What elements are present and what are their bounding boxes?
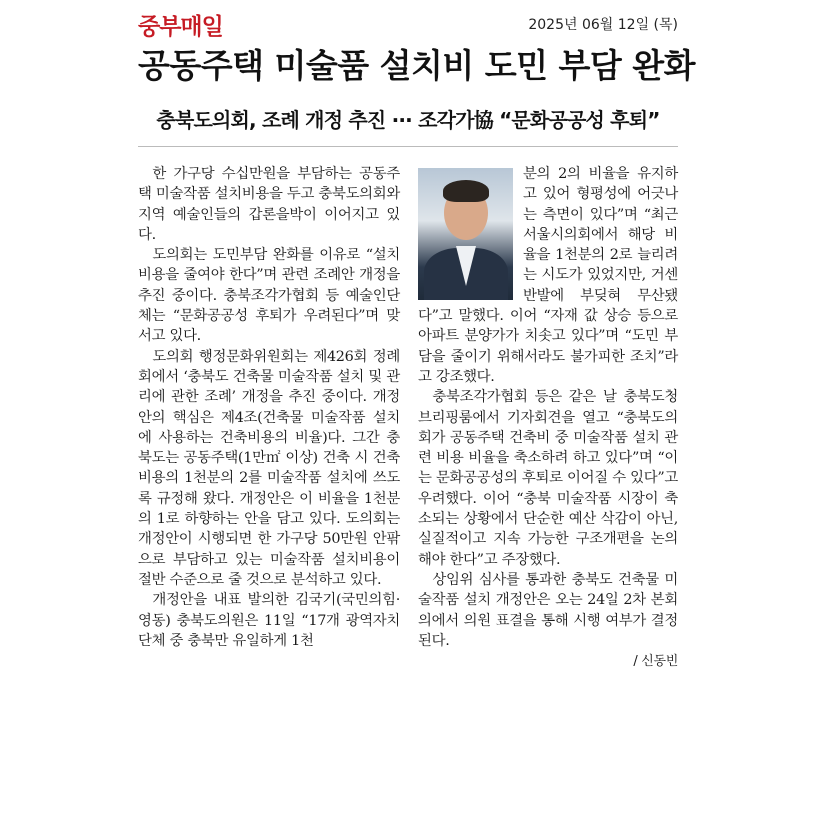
article-column-right — [418, 164, 678, 672]
photo-hair — [443, 180, 489, 202]
article-subheadline: 충북도의회, 조례 개정 추진 ··· 조각가協 “문화공공성 후퇴” — [156, 108, 660, 132]
paragraph: 분의 2의 비율을 유지하고 있어 형평성에 어긋나는 측면이 있다”며 “최근 서울시의회에서 해당 비율을 1천분의 2로 늘리려는 시도가 있었지만, 거센 반발에 부딪혀 무산됐다”고 말했다. 이어 “자재 값 상승 등으로 아파트 분양가가 치솟고 있다”며 “도민 부담을 줄이기 위해서라도 불가피한 조치”라고 강조했다. — [418, 166, 678, 385]
portrait-photo — [418, 168, 513, 300]
reporter-name: / 신동빈 — [633, 654, 678, 670]
masthead — [138, 8, 678, 38]
paragraph: 충북조각가협회 등은 같은 날 충북도청 브리핑룸에서 기자회견을 열고 “충북도의회가 공동주택 건축비 중 미술작품 설치 관련 비용 비율을 축소하려 하고 있다”며 “이는 문화공공성의 후퇴로 이어질 수 있다”고 우려했다. 이어 “충북 미술작품 시장이 축소되는 상황에서 단순한 예산 삭감이 아닌, 실질적이고 지속 가능한 구조개편을 논의해야 한다”고 주장했다. — [418, 389, 678, 568]
paragraph: 개정안을 내표 발의한 김국기(국민의힘·영동) 충북도의원은 11일 “17개 광역자치단체 중 충북만 유일하게 1천 — [138, 592, 400, 649]
byline — [418, 651, 678, 672]
newspaper-logo: 중부매일 — [138, 14, 223, 40]
paragraph: 도의회는 도민부담 완화를 이유로 “설치비용을 줄여야 한다”며 관련 조례안 개정을 추진 중이다. 충북조각가협회 등 예술인단체는 “문화공공성 후퇴가 우려된다”며 맞서고 있다. — [138, 247, 400, 345]
article-headline: 공동주택 미술품 설치비 도민 부담 완화 — [138, 46, 695, 85]
paragraph: 상임위 심사를 통과한 충북도 건축물 미술작품 설치 개정안은 오는 24일 2차 본회의에서 의원 표결을 통해 시행 여부가 결정된다. — [418, 571, 678, 649]
header-divider — [138, 146, 678, 147]
paragraph: 도의회 행정문화위원회는 제426회 정례회에서 ‘충북도 건축물 미술작품 설치 및 관리에 관한 조례’ 개정을 추진 중이다. 개정안의 핵심은 제4조(건축물 미술작품 설치에 사용하는 건축비용의 비율)다. 그간 충북도는 공동주택(1만㎡ 이상) 건축 시 건축비용의 1천분의 2를 미술작품 설치에 쓰도록 규정해 왔다. 개정안은 이 비율을 1천분의 1로 하향하는 안을 담고 있다. 도의회는 개정안이 시행되면 한 가구당 50만원 안팎으로 부담하고 있는 미술작품 설치비용이 절반 수준으로 줄 것으로 분석하고 있다. — [138, 348, 400, 588]
article-column-left — [138, 164, 400, 651]
publication-date: 2025년 06월 12일 (목) — [528, 17, 678, 33]
paragraph: 한 가구당 수십만원을 부담하는 공동주택 미술작품 설치비용을 두고 충북도의회와 지역 예술인들의 갑론을박이 이어지고 있다. — [138, 166, 400, 243]
